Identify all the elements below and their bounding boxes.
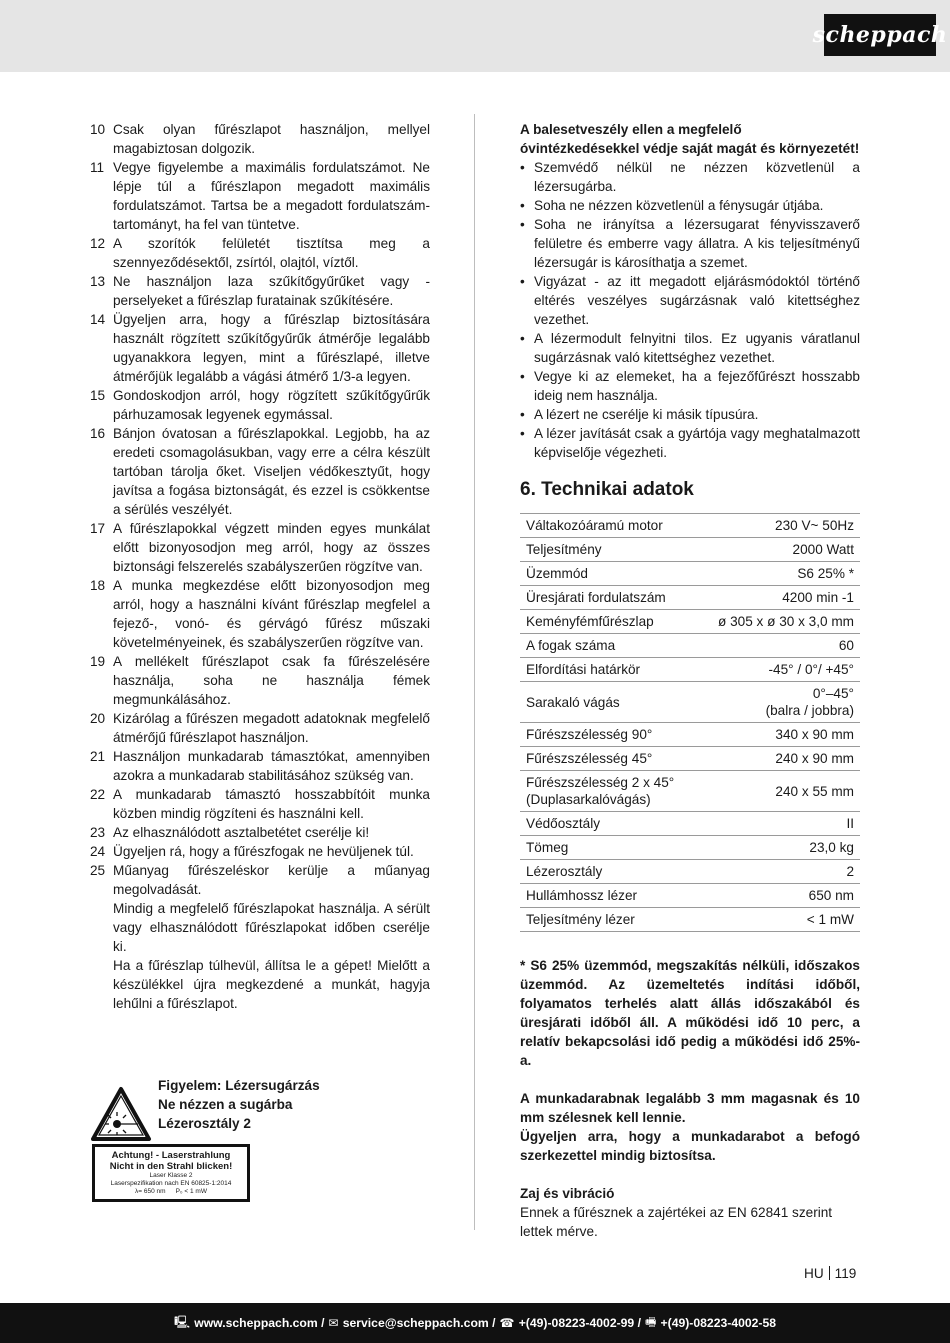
item-number: 25 — [90, 863, 106, 878]
spec-value-text: 23,0 kg — [809, 840, 854, 855]
item-number: 18 — [90, 578, 106, 593]
item-text: A munka megkezdése előtt bizonyosodjon meg arról, hogy a használni kívánt fűrészlap megfelel a fejező-, vonó- és gérvágó fűrész műszaki követelményeinek, és szabályszerűen rögzítve van. — [113, 578, 430, 650]
spec-label — [520, 610, 697, 634]
spec-table — [520, 513, 860, 932]
spec-row — [520, 586, 860, 610]
workpiece-note-2: Ügyeljen arra, hogy a munkadarabot a befogó szerkezettel mindig biztosítsa. — [520, 1129, 860, 1163]
bullet-item — [520, 196, 860, 215]
bullet-item — [520, 424, 860, 462]
spec-value — [697, 836, 860, 860]
bullet-icon: • — [520, 407, 525, 422]
spec-value — [697, 908, 860, 932]
label-line: Laser Klasse 2 — [149, 1172, 193, 1179]
bullet-text: Soha ne nézzen közvetlenül a fénysugár útjába. — [534, 198, 824, 213]
spec-value-text: < 1 mW — [806, 912, 854, 927]
list-item — [90, 747, 430, 785]
spec-label-text: (Duplasarkalóvágás) — [526, 792, 651, 807]
item-text: Használjon munkadarab támasztókat, amennyiben azokra a munkadarab stabilitásához szükség van. — [113, 749, 430, 783]
item-text: A mellékelt fűrészlapot csak fa fűrészelésére használja, soha ne használja fémek megmunkálásához. — [113, 654, 430, 707]
bullet-text: A lézer javítását csak a gyártója vagy meghatalmazott képviselője végezheti. — [534, 426, 860, 460]
item-text: Gondoskodjon arról, hogy rögzített szűkítőgyűrűk párhuzamosak legyenek egymással. — [113, 388, 430, 422]
spec-label-text: Fűrészszélesség 2 x 45° — [526, 775, 675, 790]
laser-warning-text — [158, 1076, 320, 1133]
list-item — [90, 234, 430, 272]
spec-value — [697, 514, 860, 538]
spec-label-text: Lézerosztály — [526, 864, 603, 879]
list-item — [90, 709, 430, 747]
spec-label — [520, 812, 697, 836]
list-item — [90, 785, 430, 823]
page-lang: HU — [804, 1266, 824, 1281]
spec-value-text: 240 x 90 mm — [775, 751, 854, 766]
label-line: Achtung! - Laserstrahlung — [111, 1150, 231, 1161]
list-item — [90, 120, 430, 158]
footer-bar — [0, 1303, 950, 1343]
left-column — [90, 120, 430, 1013]
workpiece-note: A munkadarabnak legalább 3 mm magasnak és 10 mm szélesnek kell lennie. — [520, 1091, 860, 1125]
safety-list — [90, 120, 430, 899]
bullet-item — [520, 215, 860, 272]
list-item — [90, 386, 430, 424]
item-number: 24 — [90, 844, 106, 859]
spec-value — [697, 682, 860, 723]
page-number-value: 119 — [834, 1266, 857, 1281]
noise-title: Zaj és vibráció — [520, 1186, 615, 1201]
list-item — [90, 272, 430, 310]
laser-warning — [90, 1076, 430, 1206]
spec-value-text: 240 x 55 mm — [775, 783, 854, 799]
spec-label-text: Sarakaló vágás — [526, 694, 620, 710]
label-line: Nicht in den Strahl blicken! — [109, 1161, 233, 1172]
list-item — [90, 158, 430, 234]
footer-web[interactable]: www.scheppach.com / — [194, 1316, 325, 1330]
bullet-item — [520, 405, 860, 424]
paragraph-overheat: Ha a fűrészlap túlhevül, állítsa le a gépet! Mielőtt a készülékkel újra megkezdené a munkát, hagyja lehűlni a fűrészlapot. — [113, 958, 430, 1011]
spec-value — [697, 586, 860, 610]
header-bar — [0, 0, 950, 72]
spec-label-text: Teljesítmény — [526, 542, 602, 557]
spec-row — [520, 610, 860, 634]
bullet-text: Soha ne irányítsa a lézersugarat fényvisszaverő felületre és emberre vagy állatra. A kis teljesítményű lézersugár is károsíthatja a szemet. — [534, 217, 860, 270]
item-text: Az elhasználódott asztalbetétet cserélje ki! — [113, 825, 370, 840]
spec-value-text: 0°–45° — [812, 686, 854, 701]
item-number: 21 — [90, 749, 106, 764]
spec-value — [697, 747, 860, 771]
bullet-item — [520, 272, 860, 329]
list-item — [90, 310, 430, 386]
item-text: Bánjon óvatosan a fűrészlapokkal. Legjobb, ha az eredeti csomagolásukban, vagy erre a célra készült tartóban tárolja őket. Viseljen védőkesztyűt, hogy javítsa a fogása biztonságát, és ezzel is csökkentse a sérülés veszélyét. — [113, 426, 430, 517]
laser-label — [92, 1144, 250, 1202]
spec-label-text: A fogak száma — [526, 638, 616, 653]
item-number: 17 — [90, 521, 106, 536]
spec-label — [520, 538, 697, 562]
item-text: Ügyeljen arra, hogy a fűrészlap biztosítására használt rögzített szűkítőgyűrűk átmérője legalább ugyanakkora legyen, mint a fűrészlapé, illetve átmérőjük legalább a vágási átmérő 1/3-a legyen. — [113, 312, 430, 384]
label-wavelength: λ= 650 nm — [135, 1188, 166, 1195]
section-title: 6. Technikai adatok — [520, 479, 694, 500]
list-item — [90, 861, 430, 899]
spec-value-text: (balra / jobbra) — [765, 703, 854, 718]
spec-value — [697, 812, 860, 836]
spec-label-text: Fűrészszélesség 90° — [526, 727, 653, 742]
spec-row — [520, 682, 860, 723]
bullet-text: A lézert ne cserélje ki másik típusúra. — [534, 407, 759, 422]
item-number: 23 — [90, 825, 106, 840]
warning-line: Ne nézzen a sugárba — [158, 1097, 293, 1112]
item-text: Kizárólag a fűrészen megadott adatoknak megfelelő átmérőjű fűrészlapot használjon. — [113, 711, 430, 745]
bullet-item — [520, 367, 860, 405]
spec-row — [520, 514, 860, 538]
laser-bullets — [520, 158, 860, 462]
warning-line: Figyelem: Lézersugárzás — [158, 1078, 320, 1093]
list-item — [90, 823, 430, 842]
spec-row — [520, 634, 860, 658]
bullet-text: Vigyázat - az itt megadott eljárásmódoktól történő eltérés veszélyes sugárzásnak való kitettséghez vezethet. — [534, 274, 860, 327]
spec-value-text: 340 x 90 mm — [775, 727, 854, 742]
spec-row — [520, 860, 860, 884]
spec-value — [697, 610, 860, 634]
spec-label-text: Üzemmód — [526, 566, 588, 581]
spec-value — [697, 771, 860, 812]
item-text: A munkadarab támasztó hosszabbítóit munka közben mindig rögzíteni és használni kell. — [113, 787, 430, 821]
list-item — [90, 519, 430, 576]
spec-label — [520, 514, 697, 538]
column-divider — [474, 114, 475, 1230]
page-number — [804, 1266, 856, 1281]
spec-row — [520, 658, 860, 682]
item-number: 12 — [90, 236, 106, 251]
label-line — [95, 1188, 247, 1196]
spec-label — [520, 586, 697, 610]
footer-phone: +(49)-08223-4002-99 / — [518, 1316, 641, 1330]
spec-row — [520, 562, 860, 586]
spec-row — [520, 747, 860, 771]
spec-value-text: ø 305 x ø 30 x 3,0 mm — [718, 614, 854, 629]
item-text: Vegye figyelembe a maximális fordulatszámot. Ne lépje túl a fűrészlapon megadott maximális fordulatszámot. Tartsa be a megadott fordulatszám-tartományt, ha fel van tüntetve. — [113, 160, 430, 232]
spec-label — [520, 634, 697, 658]
item-number: 13 — [90, 274, 106, 289]
spec-value — [697, 538, 860, 562]
spec-value — [697, 860, 860, 884]
spec-value-text: -45° / 0°/ +45° — [768, 662, 854, 677]
spec-label-text: Keményfémfűrészlap — [526, 614, 654, 629]
spec-label — [520, 723, 697, 747]
laser-intro: A balesetveszély ellen a megfelelő óvintézkedésekkel védje saját magát és környezetét! — [520, 122, 860, 156]
spec-label-text: Váltakozóáramú motor — [526, 518, 663, 533]
list-item — [90, 576, 430, 652]
item-number: 11 — [90, 160, 105, 175]
bullet-text: Vegye ki az elemeket, ha a fejezőfűrészt hosszabb ideig nem használja. — [534, 369, 860, 403]
item-number: 15 — [90, 388, 106, 403]
bullet-icon: • — [520, 274, 525, 289]
item-number: 20 — [90, 711, 106, 726]
item-number: 16 — [90, 426, 106, 441]
spec-value-text: 2 — [846, 864, 854, 879]
label-line: Laserspezifikation nach EN 60825-1:2014 — [110, 1180, 232, 1187]
item-text: Ne használjon laza szűkítőgyűrűket vagy -perselyeket a fűrészlap furatainak szűkítésére. — [113, 274, 430, 308]
computer-icon: 🖳 — [173, 1314, 191, 1329]
spec-value-text: S6 25% * — [797, 566, 854, 581]
spec-label — [520, 836, 697, 860]
spec-label-text: Fűrészszélesség 45° — [526, 751, 653, 766]
item-text: Műanyag fűrészeléskor kerülje a műanyag megolvadását. — [113, 863, 430, 897]
laser-hazard-icon — [90, 1086, 152, 1142]
bullet-text: A lézermodult felnyitni tilos. Ez ugyanis váratlanul sugárzásnak való kitettséghez vezethet. — [534, 331, 860, 365]
bullet-icon: • — [520, 331, 525, 346]
spec-value-text: 2000 Watt — [792, 542, 854, 557]
spec-label — [520, 562, 697, 586]
spec-row — [520, 538, 860, 562]
spec-label — [520, 860, 697, 884]
bullet-icon: • — [520, 369, 525, 384]
spec-value — [697, 884, 860, 908]
label-power: P₀ < 1 mW — [175, 1188, 207, 1195]
item-number: 22 — [90, 787, 106, 802]
item-number: 10 — [90, 122, 106, 137]
spec-value — [697, 658, 860, 682]
footnote: * S6 25% üzemmód, megszakítás nélküli, időszakos üzemmód. Az üzemeltetés indítási időből, folyamatos terhelés alatt állás időszakából és üresjárati időből áll. A működési idő 10 perc, a relatív bekapcsolási idő pedig a működési idő 25%-a. — [520, 958, 860, 1068]
phone-icon: ☎ — [499, 1316, 515, 1330]
spec-label — [520, 658, 697, 682]
footer-fax: +(49)-08223-4002-58 — [660, 1316, 777, 1330]
spec-value-text: 4200 min -1 — [782, 590, 854, 605]
spec-value — [697, 723, 860, 747]
list-item — [90, 842, 430, 861]
spec-label — [520, 884, 697, 908]
spec-row — [520, 771, 860, 812]
bullet-text: Szemvédő nélkül ne nézzen közvetlenül a lézersugárba. — [534, 160, 860, 194]
list-item — [90, 652, 430, 709]
spec-label-text: Védőosztály — [526, 816, 601, 831]
noise-text: Ennek a fűrésznek a zajértékei az EN 62841 szerint lettek mérve. — [520, 1205, 833, 1239]
mail-icon: ✉ — [328, 1316, 339, 1330]
spec-label-text: Hullámhossz lézer — [526, 888, 638, 903]
spec-value-text: II — [846, 816, 854, 831]
spec-value — [697, 634, 860, 658]
item-number: 14 — [90, 312, 106, 327]
item-text: A fűrészlapokkal végzett minden egyes munkálat előtt bizonyosodjon meg arról, hogy az összes biztonsági felszerelés szabályszerűen rögzítve van. — [113, 521, 430, 574]
spec-label-text: Üresjárati fordulatszám — [526, 590, 666, 605]
brand-logo: scheppach — [824, 14, 936, 56]
list-item — [90, 424, 430, 519]
spec-label — [520, 771, 697, 812]
spec-row — [520, 908, 860, 932]
spec-label-text: Teljesítmény lézer — [526, 912, 635, 927]
spec-value — [697, 562, 860, 586]
bullet-icon: • — [520, 160, 525, 175]
spec-row — [520, 884, 860, 908]
spec-label — [520, 682, 697, 723]
spec-value-text: 60 — [838, 638, 854, 653]
spec-label-text: Elfordítási határkör — [526, 662, 641, 677]
spec-label — [520, 747, 697, 771]
item-text: Ügyeljen rá, hogy a fűrészfogak ne hevüljenek túl. — [113, 844, 414, 859]
warning-line: Lézerosztály 2 — [158, 1116, 251, 1131]
bullet-icon: • — [520, 198, 525, 213]
spec-row — [520, 723, 860, 747]
right-column — [520, 120, 860, 1241]
paragraph-blades: Mindig a megfelelő fűrészlapokat használja. A sérült vagy elhasználódott fűrészlapokat időben cserélje ki. — [113, 901, 430, 954]
item-number: 19 — [90, 654, 106, 669]
bullet-icon: • — [520, 217, 525, 232]
bullet-icon: • — [520, 426, 525, 441]
spec-value-text: 650 nm — [808, 888, 854, 903]
spec-row — [520, 836, 860, 860]
spec-label — [520, 908, 697, 932]
spec-label-text: Tömeg — [526, 840, 569, 855]
bullet-item — [520, 329, 860, 367]
item-text: A szorítók felületét tisztítsa meg a szennyeződésektől, zsírtól, olajtól, víztől. — [113, 236, 430, 270]
fax-icon: 🖷 — [645, 1314, 657, 1329]
footer-mail[interactable]: service@scheppach.com / — [342, 1316, 496, 1330]
bullet-item — [520, 158, 860, 196]
item-text: Csak olyan fűrészlapot használjon, mellyel magabiztosan dolgozik. — [113, 122, 430, 156]
spec-value-text: 230 V~ 50Hz — [775, 518, 854, 533]
spec-row — [520, 812, 860, 836]
